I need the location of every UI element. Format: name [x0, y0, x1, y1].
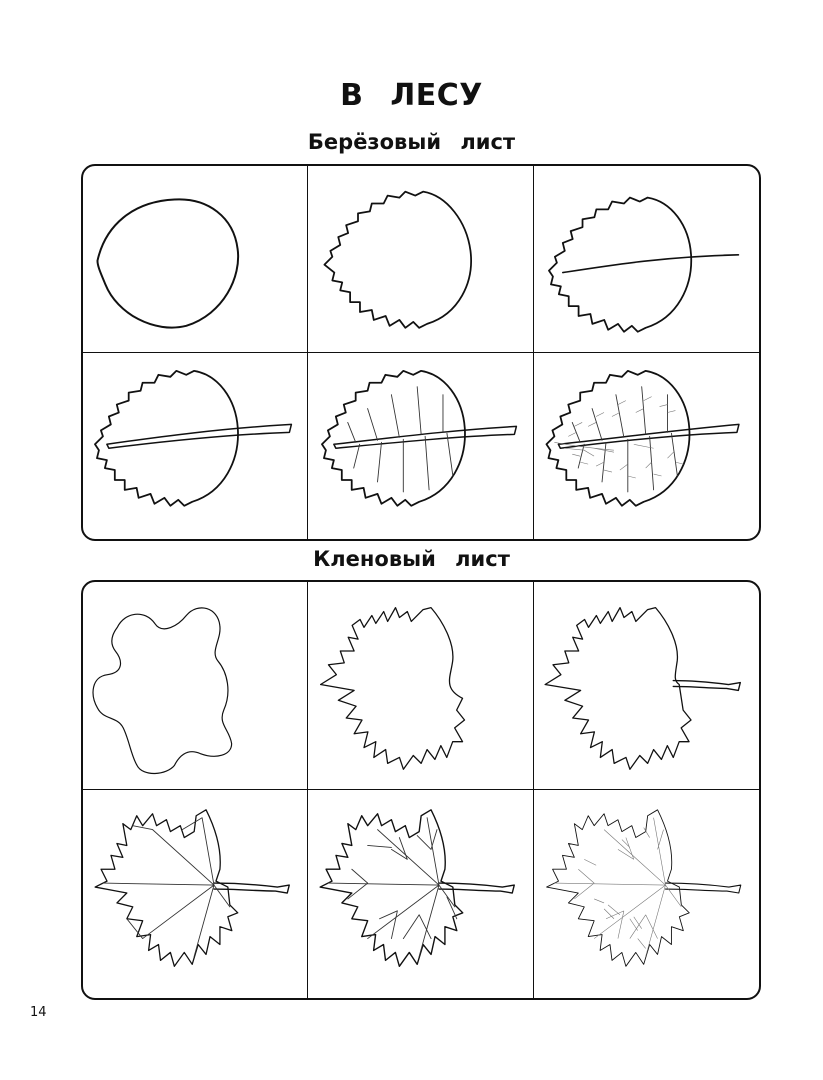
maple-step-5 [308, 790, 533, 998]
birch-step-6 [534, 353, 759, 540]
maple-section-title: Кленовый лист [313, 547, 510, 571]
birch-step-1 [83, 166, 308, 353]
maple-step-2 [308, 582, 533, 790]
maple-detail-drawing [308, 790, 532, 998]
birch-serrated-drawing [308, 166, 532, 352]
birch-section-title: Берёзовый лист [307, 130, 516, 154]
maple-steps-grid [81, 580, 761, 1000]
birch-veins-drawing [308, 353, 532, 540]
maple-step-3 [534, 582, 759, 790]
birch-step-2 [308, 166, 533, 353]
birch-outline-drawing [83, 166, 307, 352]
maple-step-1 [83, 582, 308, 790]
maple-veins-drawing [83, 790, 307, 998]
maple-step-6 [534, 790, 759, 998]
birch-steps-grid [81, 164, 761, 541]
birch-detailed-drawing [534, 353, 759, 540]
maple-outline-drawing [83, 582, 307, 789]
birch-step-4 [83, 353, 308, 540]
maple-stem-drawing [534, 582, 759, 789]
birch-step-5 [308, 353, 533, 540]
maple-jagged-drawing [308, 582, 532, 789]
birch-midrib-drawing [534, 166, 759, 352]
page-title: В ЛЕСУ [340, 78, 483, 113]
maple-step-4 [83, 790, 308, 998]
maple-shaded-drawing [534, 790, 759, 998]
page-number: 14 [30, 1005, 47, 1020]
birch-step-3 [534, 166, 759, 353]
birch-stem-drawing [83, 353, 307, 540]
